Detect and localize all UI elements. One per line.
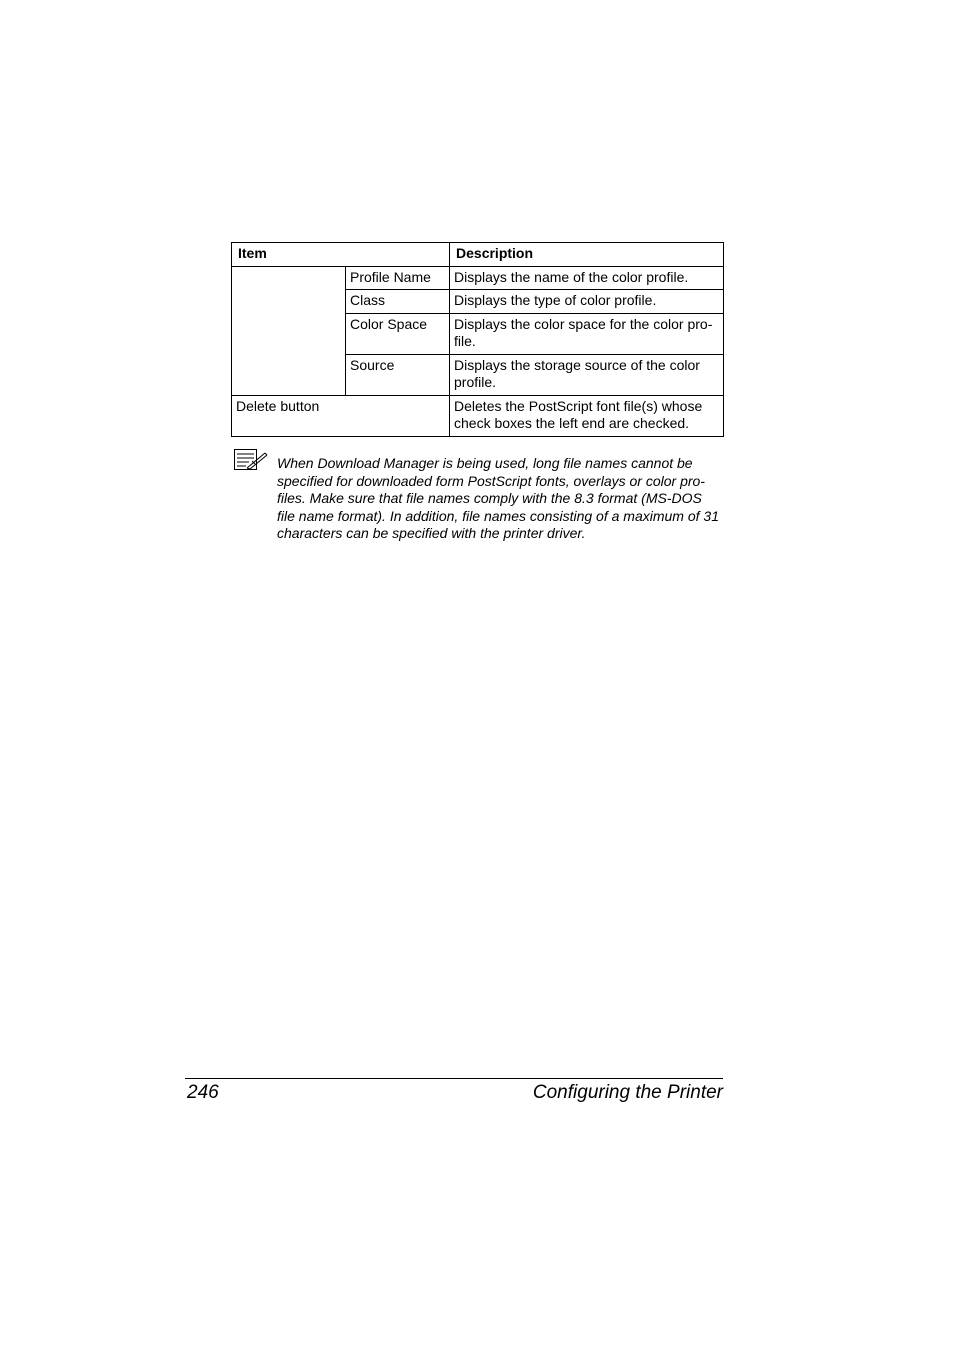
item-cell: Delete button: [232, 395, 450, 436]
table-row: [232, 266, 724, 290]
page-number: 246: [187, 1082, 219, 1103]
description-column-header: Description: [450, 243, 724, 267]
sub-item-cell: Class: [346, 290, 450, 314]
note-text: When Download Manager is being used, long file names cannot be specified for downloaded form PostScript fonts, overlays or color pro-files. Make sure that file names comply with the 8.3 format (MS-DOS file name format). In addition, file names consisting of a maximum of 31 characters can be specified with the printer driver.: [277, 455, 719, 542]
description-cell: Displays the storage source of the color profile.: [450, 354, 724, 395]
footer-divider: [185, 1078, 723, 1079]
description-cell: Deletes the PostScript font file(s) whose check boxes the left end are checked.: [450, 395, 724, 436]
item-column-header: Item: [232, 243, 450, 267]
chapter-title: Configuring the Printer: [532, 1082, 723, 1103]
table-header-row: [232, 243, 724, 267]
table-row: [232, 395, 724, 436]
description-cell: Displays the type of color profile.: [450, 290, 724, 314]
note-pencil-icon: [233, 448, 269, 472]
sub-item-cell: Color Space: [346, 313, 450, 354]
blank-item-cell: [232, 266, 346, 395]
sub-item-cell: Profile Name: [346, 266, 450, 290]
description-cell: Displays the color space for the color pro-file.: [450, 313, 724, 354]
settings-description-table: [231, 242, 724, 437]
sub-item-cell: Source: [346, 354, 450, 395]
description-cell: Displays the name of the color profile.: [450, 266, 724, 290]
